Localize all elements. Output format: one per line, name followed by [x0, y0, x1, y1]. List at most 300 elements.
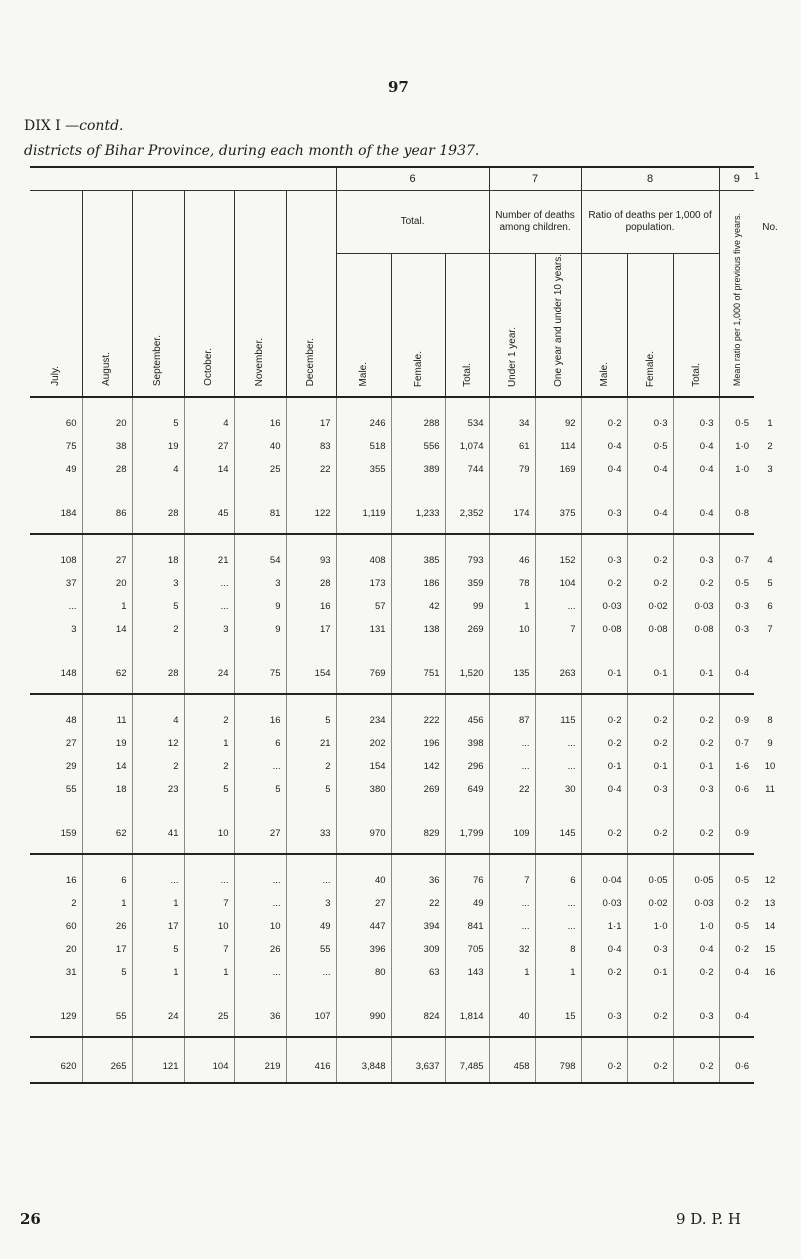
table-cell: 75	[65, 440, 77, 452]
table-row	[30, 435, 754, 458]
table-cell: 8	[535, 938, 581, 961]
table-cell: 0·2	[627, 815, 673, 854]
table-cell: 1,799	[445, 815, 489, 854]
table-cell: 4	[132, 458, 184, 481]
table-cell: 142	[391, 755, 445, 778]
table-cell: 0·03	[581, 595, 627, 618]
table-row	[30, 549, 754, 572]
table-cell: 1,119	[336, 495, 391, 534]
table-cell: 87	[489, 709, 535, 732]
table-cell: 16	[234, 412, 286, 435]
table-cell: 2	[132, 618, 184, 641]
table-cell: 0·4	[581, 435, 627, 458]
table-cell: 55	[65, 783, 77, 795]
table-cell: 0·2	[719, 892, 754, 915]
table-cell: 0·4	[719, 998, 754, 1037]
footer-page-ref: 26	[20, 1210, 41, 1228]
table-cell: 0·3	[719, 595, 754, 618]
table-subtitle: districts of Bihar Province, during each month of the year 1937.	[24, 143, 480, 159]
table-cell: 0·5	[719, 412, 754, 435]
table-cell: 159	[30, 815, 82, 854]
serial-number: 13	[764, 897, 776, 909]
table-cell: 0·3	[627, 412, 673, 435]
table-cell: 0·03	[673, 595, 719, 618]
table-cell: 25	[234, 458, 286, 481]
table-cell: 0·08	[673, 618, 719, 641]
table-cell: 0·4	[719, 655, 754, 694]
table-cell: 0·2	[581, 961, 627, 984]
table-cell: 0·03	[581, 892, 627, 915]
table-cell: 0·3	[673, 412, 719, 435]
table-cell: 0·4	[673, 458, 719, 481]
table-cell: 394	[391, 915, 445, 938]
table-cell: 6	[535, 869, 581, 892]
table-cell: 416	[286, 1052, 336, 1083]
col-total-total: Total.	[445, 254, 489, 396]
col-november: November.	[234, 191, 286, 396]
subtotal-row	[30, 998, 754, 1037]
table-cell: 26	[82, 915, 132, 938]
table-cell: 7	[535, 618, 581, 641]
table-cell: ...	[489, 915, 535, 938]
table-cell: 14	[82, 618, 132, 641]
table-cell: 20	[65, 943, 77, 955]
table-cell: 0·3	[581, 998, 627, 1037]
table-cell: 15	[535, 998, 581, 1037]
table-cell: 0·8	[719, 495, 754, 534]
table-cell: 29	[65, 760, 77, 772]
table-cell: 0·2	[581, 815, 627, 854]
table-cell: 145	[535, 815, 581, 854]
table-cell: 0·2	[581, 572, 627, 595]
table-cell: 1	[184, 732, 234, 755]
table-cell: 0·02	[627, 595, 673, 618]
table-cell: 49	[65, 463, 77, 475]
table-cell: 3	[132, 572, 184, 595]
table-cell: 1·0	[719, 435, 754, 458]
subtotal-row	[30, 495, 754, 534]
column-number: 6	[336, 167, 489, 191]
grand-total-row	[30, 1052, 754, 1083]
table-cell: 0·2	[627, 998, 673, 1037]
table-cell: 798	[535, 1052, 581, 1083]
col-september: September.	[132, 191, 184, 396]
table-cell: 222	[391, 709, 445, 732]
table-cell: 86	[82, 495, 132, 534]
table-cell: 396	[336, 938, 391, 961]
table-cell: 6	[82, 869, 132, 892]
table-cell: 75	[234, 655, 286, 694]
subtotal-row	[30, 655, 754, 694]
table-cell: 80	[336, 961, 391, 984]
table-cell: 1·1	[581, 915, 627, 938]
table-cell: 990	[336, 998, 391, 1037]
table-cell: 0·3	[673, 778, 719, 801]
table-cell: 25	[184, 998, 234, 1037]
serial-number: 14	[764, 920, 776, 932]
table-cell: 0·6	[719, 1052, 754, 1083]
table-cell: 0·1	[673, 755, 719, 778]
table-cell: 41	[132, 815, 184, 854]
table-cell: 24	[184, 655, 234, 694]
col-mean-ratio: Mean ratio per 1,000 of previous five years.	[719, 191, 754, 396]
table-cell: 0·2	[673, 709, 719, 732]
table-cell: 1	[489, 595, 535, 618]
table-cell: 0·2	[581, 732, 627, 755]
table-cell: ...	[184, 572, 234, 595]
table-cell: 16	[234, 709, 286, 732]
serial-number: 9	[767, 737, 773, 749]
table-cell: 3	[71, 623, 77, 635]
table-cell: 0·1	[581, 755, 627, 778]
table-cell: ...	[489, 755, 535, 778]
table-row	[30, 869, 754, 892]
table-cell: 0·1	[581, 655, 627, 694]
table-cell: 380	[336, 778, 391, 801]
table-row	[30, 892, 754, 915]
table-cell: ...	[234, 755, 286, 778]
table-cell: 152	[535, 549, 581, 572]
table-cell: 359	[445, 572, 489, 595]
table-cell: 174	[489, 495, 535, 534]
table-cell: 3	[286, 892, 336, 915]
table-cell: 2	[184, 755, 234, 778]
serial-number: 16	[764, 966, 776, 978]
serial-number: 12	[764, 874, 776, 886]
table-cell: 0·2	[581, 709, 627, 732]
table-cell: 375	[535, 495, 581, 534]
subtotal-row	[30, 815, 754, 854]
serial-number: 7	[767, 623, 773, 635]
table-cell: 14	[82, 755, 132, 778]
serial-number: 8	[767, 714, 773, 726]
serial-number: 15	[764, 943, 776, 955]
table-cell: 1,074	[445, 435, 489, 458]
table-cell: 769	[336, 655, 391, 694]
table-cell: 0·2	[581, 1052, 627, 1083]
serial-number: 3	[767, 463, 773, 475]
table-cell: 5	[132, 938, 184, 961]
table-cell: 2	[71, 897, 77, 909]
table-cell: 27	[65, 737, 77, 749]
table-cell: 22	[286, 458, 336, 481]
table-cell: 32	[489, 938, 535, 961]
table-cell: ...	[234, 961, 286, 984]
table-cell: 0·4	[673, 495, 719, 534]
table-cell: 0·4	[581, 458, 627, 481]
table-cell: 22	[489, 778, 535, 801]
table-cell: 135	[489, 655, 535, 694]
table-cell: 841	[445, 915, 489, 938]
table-cell: 269	[391, 778, 445, 801]
table-cell: 5	[132, 595, 184, 618]
table-cell: ...	[234, 892, 286, 915]
table-cell: 0·4	[581, 938, 627, 961]
table-cell: 0·4	[719, 961, 754, 984]
table-cell: 79	[489, 458, 535, 481]
table-cell: 62	[82, 655, 132, 694]
table-cell: 265	[82, 1052, 132, 1083]
table-cell: ...	[132, 869, 184, 892]
table-cell: 30	[535, 778, 581, 801]
group-total: Total.	[336, 191, 489, 254]
table-cell: 793	[445, 549, 489, 572]
table-cell: 0·7	[719, 549, 754, 572]
table-cell: 0·2	[627, 732, 673, 755]
table-cell: 0·2	[627, 709, 673, 732]
table-cell: 4	[184, 412, 234, 435]
table-row	[30, 709, 754, 732]
table-cell: 38	[82, 435, 132, 458]
table-row	[30, 595, 754, 618]
table-cell: 0·4	[673, 435, 719, 458]
table-cell: 0·05	[673, 869, 719, 892]
col-total-female: Female.	[391, 254, 445, 396]
table-body	[30, 397, 754, 1083]
table-cell: 0·05	[627, 869, 673, 892]
table-cell: 2,352	[445, 495, 489, 534]
table-cell: 40	[336, 869, 391, 892]
col-august: August.	[82, 191, 132, 396]
table-row	[30, 412, 754, 435]
table-cell: 114	[535, 435, 581, 458]
table-cell: 92	[535, 412, 581, 435]
table-cell: 0·1	[627, 961, 673, 984]
table-cell: 0·9	[719, 709, 754, 732]
table-cell: ...	[535, 892, 581, 915]
table-cell: 184	[30, 495, 82, 534]
table-cell: 1·0	[719, 458, 754, 481]
table-row	[30, 915, 754, 938]
table-cell: 45	[184, 495, 234, 534]
table-cell: 5	[184, 778, 234, 801]
table-cell: 17	[286, 618, 336, 641]
table-cell: 12	[132, 732, 184, 755]
table-cell: 518	[336, 435, 391, 458]
table-cell: 0·4	[581, 778, 627, 801]
table-cell: 154	[336, 755, 391, 778]
table-row	[30, 618, 754, 641]
column-number: 7	[489, 167, 581, 191]
table-cell: 1	[535, 961, 581, 984]
table-cell: 355	[336, 458, 391, 481]
table-cell: 36	[391, 869, 445, 892]
table-cell: 0·1	[673, 655, 719, 694]
table-cell: 49	[286, 915, 336, 938]
col-1-to-10: One year and under 10 years.	[535, 254, 581, 396]
table-cell: 26	[234, 938, 286, 961]
table-cell: 0·5	[627, 435, 673, 458]
table-cell: 389	[391, 458, 445, 481]
table-cell: 744	[445, 458, 489, 481]
table-cell: 0·6	[719, 778, 754, 801]
table-cell: 10	[184, 815, 234, 854]
table-cell: 107	[286, 998, 336, 1037]
table-cell: 62	[82, 815, 132, 854]
group-header-row	[30, 191, 754, 254]
table-cell: 121	[132, 1052, 184, 1083]
column-number-row	[30, 167, 754, 191]
table-cell: ...	[489, 892, 535, 915]
table-cell: 202	[336, 732, 391, 755]
table-cell: 0·3	[627, 778, 673, 801]
table-cell: 104	[535, 572, 581, 595]
table-cell: 33	[286, 815, 336, 854]
table-cell: ...	[286, 869, 336, 892]
table-cell: 2	[286, 755, 336, 778]
col-ratio-female: Female.	[627, 254, 673, 396]
table-cell: 14	[184, 458, 234, 481]
appendix-title	[24, 118, 123, 134]
table-cell: 288	[391, 412, 445, 435]
table-cell: 10	[234, 915, 286, 938]
table-cell: 970	[336, 815, 391, 854]
table-cell: 1·0	[627, 915, 673, 938]
table-cell: 269	[445, 618, 489, 641]
table-cell: 2	[184, 709, 234, 732]
table-cell: 19	[132, 435, 184, 458]
table-cell: 17	[286, 412, 336, 435]
table-cell: 37	[65, 577, 77, 589]
table-cell: 17	[82, 938, 132, 961]
table-cell: 54	[234, 549, 286, 572]
table-cell: 61	[489, 435, 535, 458]
table-cell: 4	[132, 709, 184, 732]
footer-printer-ref: 9 D. P. H	[676, 1210, 742, 1228]
appendix-label: DIX I	[24, 118, 61, 134]
appendix-contd: —contd.	[65, 118, 124, 134]
page-number: 97	[388, 78, 409, 96]
table-row	[30, 938, 754, 961]
table-cell: 18	[132, 549, 184, 572]
table-cell: 9	[234, 595, 286, 618]
table-cell: 0·3	[673, 998, 719, 1037]
table-cell: 0·2	[673, 1052, 719, 1083]
table-cell: 11	[82, 709, 132, 732]
table-cell: 78	[489, 572, 535, 595]
serial-number: 1	[767, 417, 773, 429]
table-cell: 1·0	[673, 915, 719, 938]
table-cell: 0·03	[673, 892, 719, 915]
table-cell: 649	[445, 778, 489, 801]
table-cell: 49	[445, 892, 489, 915]
table-cell: 186	[391, 572, 445, 595]
serial-number: 11	[765, 783, 775, 795]
col-total-male: Male.	[336, 254, 391, 396]
table-cell: 76	[445, 869, 489, 892]
table-cell: ...	[489, 732, 535, 755]
table-cell: 5	[286, 709, 336, 732]
table-cell: 0·2	[627, 549, 673, 572]
table-cell: 196	[391, 732, 445, 755]
table-cell: 19	[82, 732, 132, 755]
table-cell: 138	[391, 618, 445, 641]
table-cell: 34	[489, 412, 535, 435]
table-cell: 81	[234, 495, 286, 534]
table-cell: ...	[184, 869, 234, 892]
table-cell: 148	[30, 655, 82, 694]
table-cell: 18	[82, 778, 132, 801]
table-cell: 55	[286, 938, 336, 961]
table-row	[30, 961, 754, 984]
table-cell: 10	[184, 915, 234, 938]
table-cell: 5	[234, 778, 286, 801]
table-cell: 0·4	[627, 458, 673, 481]
table-cell: 22	[391, 892, 445, 915]
table-cell: 556	[391, 435, 445, 458]
table-cell: 263	[535, 655, 581, 694]
table-cell: 7	[184, 938, 234, 961]
table-cell: 173	[336, 572, 391, 595]
table-cell: 27	[82, 549, 132, 572]
table-cell: 0·08	[627, 618, 673, 641]
table-cell: 398	[445, 732, 489, 755]
table-cell: 447	[336, 915, 391, 938]
table-cell: 16	[286, 595, 336, 618]
table-cell: 705	[445, 938, 489, 961]
table-cell: 534	[445, 412, 489, 435]
table-cell: ...	[184, 595, 234, 618]
table-cell: 5	[286, 778, 336, 801]
group-children: Number of deaths among children.	[489, 191, 581, 254]
table-cell: ...	[68, 600, 77, 612]
col-under-1: Under 1 year.	[489, 254, 535, 396]
table-cell: 456	[445, 709, 489, 732]
table-cell: 154	[286, 655, 336, 694]
table-cell: 0·2	[673, 732, 719, 755]
table-cell: 0·7	[719, 732, 754, 755]
table-cell: 63	[391, 961, 445, 984]
table-cell: 0·08	[581, 618, 627, 641]
table-cell: 0·5	[719, 869, 754, 892]
table-cell: 9	[234, 618, 286, 641]
table-cell: 40	[234, 435, 286, 458]
table-cell: 0·1	[627, 755, 673, 778]
table-cell: 3	[184, 618, 234, 641]
table-cell: 309	[391, 938, 445, 961]
table-cell: 751	[391, 655, 445, 694]
table-cell: ...	[286, 961, 336, 984]
table-cell: 20	[82, 412, 132, 435]
table-cell: 1	[184, 961, 234, 984]
table-cell: 83	[286, 435, 336, 458]
table-row	[30, 755, 754, 778]
column-number: 8	[581, 167, 719, 191]
table-cell: 0·3	[719, 618, 754, 641]
table-cell: 27	[184, 435, 234, 458]
table-cell: 60	[65, 417, 77, 429]
table-cell: 10	[489, 618, 535, 641]
table-cell: 1,233	[391, 495, 445, 534]
table-cell: 143	[445, 961, 489, 984]
table-cell: 2	[132, 755, 184, 778]
col-july: July.	[49, 366, 61, 386]
table-cell: 620	[30, 1052, 82, 1083]
table-cell: 7	[489, 869, 535, 892]
table-cell: 0·02	[627, 892, 673, 915]
serial-number: 6	[767, 600, 773, 612]
table-cell: 0·4	[673, 938, 719, 961]
table-cell: 23	[132, 778, 184, 801]
table-cell: 1	[132, 892, 184, 915]
table-cell: 55	[82, 998, 132, 1037]
table-cell: 48	[65, 714, 77, 726]
table-cell: 28	[132, 495, 184, 534]
table-cell: 131	[336, 618, 391, 641]
table-cell: 21	[286, 732, 336, 755]
table-cell: ...	[234, 869, 286, 892]
table-cell: 1	[82, 892, 132, 915]
